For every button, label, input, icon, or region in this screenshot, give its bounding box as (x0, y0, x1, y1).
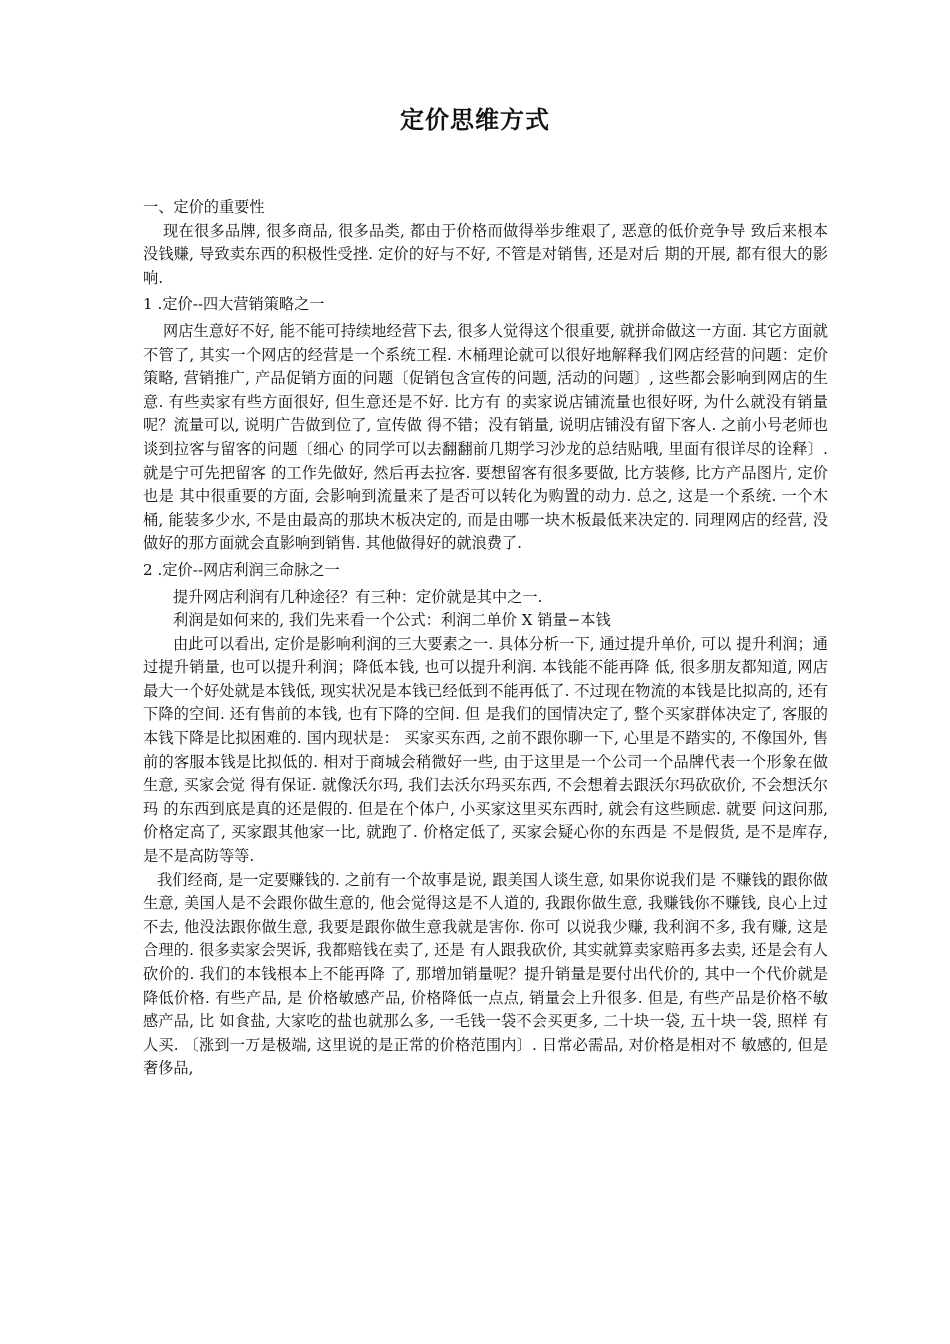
paragraph: 我们经商, 是一定要赚钱的. 之前有一个故事是说, 跟美国人谈生意, 如果你说我们是 不赚钱的跟你做生意, 美国人是不会跟你做生意的, 他会觉得这是不人道的, 我跟你做生意, 我赚钱你不赚钱, 良心上过不去, 他没法跟你做生意, 我要是跟你做生意我就是害你. 你可 以说我少赚, 我利润不多, 我有赚, 这是合理的. 很多卖家会哭诉, 我都赔钱在卖了, 还是 有人跟我砍价, 其实就算卖家赔再多去卖, 还是会有人砍价的. 我们的本钱根本上不能再降 了, 那增加销量呢？提升销量是要付出代价的, 其中一个代价就是降低价格. 有些产品, 是 价格敏感产品, 价格降低一点点, 销量会上升很多. 但是, 有些产品是价格不敏感产品, 比 如食盐, 大家吃的盐也就那么多, 一毛钱一袋不会买更多, 二十块一袋, 五十块一袋, 照样 有人买. 〔涨到一万是极端, 这里说的是正常的价格范围内〕. 日常必需品, 对价格是相对不 敏感的, 但是奢侈品, (143, 870, 828, 1078)
paragraph: 利润是如何来的, 我们先来看一个公式：利润二单价 X 销量−本钱 (173, 611, 611, 630)
section-heading: 一、定价的重要性 (143, 198, 265, 216)
paragraph: 现在很多品牌, 很多商品, 很多品类, 都由于价格而做得举步维艰了, 恶意的低价竞争导 致后来根本没钱赚, 导致卖东西的积极性受挫. 定价的好与不好, 不管是对销售, 还是对后 期的开展, 都有很大的影响. (143, 221, 828, 287)
paragraph: 提升网店利润有几种途径？有三种：定价就是其中之一. (173, 587, 543, 606)
section-heading: 2 .定价--网店利润三命脉之一 (143, 560, 340, 579)
document-body (143, 196, 828, 1081)
section-heading: 1 .定价--四大营销策略之一 (143, 295, 325, 314)
paragraph: 网店生意好不好, 能不能可持续地经营下去, 很多人觉得这个很重要, 就拼命做这一方面. 其它方面就不管了, 其实一个网店的经营是一个系统工程. 木桶理论就可以很好地解释我们网店经营的问题：定价策略, 营销推广, 产品促销方面的问题〔促销包含宣传的问题, 活动的问题〕, 这些都会影响到网店的生意. 有些卖家有些方面很好, 但生意还是不好. 比方有 的卖家说店铺流量也很好呀, 为什么就没有销量呢？流量可以, 说明广告做到位了, 宣传做 得不错；没有销量, 说明店铺没有留下客人. 之前小号老师也谈到拉客与留客的问题〔细心 的同学可以去翻翻前几期学习沙龙的总结贴哦, 里面有很详尽的诠释〕. 就是宁可先把留客 的工作先做好, 然后再去拉客. 要想留客有很多要做, 比方装修, 比方产品图片, 定价也是 其中很重要的方面, 会影响到流量来了是否可以转化为购置的动力. 总之, 这是一个系统. 一个木桶, 能装多少水, 不是由最高的那块木板决定的, 而是由哪一块木板最低来决定的. 同理网店的经营, 没做好的那方面就会直影响到销售. 其他做得好的就浪费了. (143, 321, 828, 553)
paragraph: 由此可以看出, 定价是影响利润的三大要素之一. 具体分析一下, 通过提升单价, 可以 提升利润；通过提升销量, 也可以提升利润；降低本钱, 也可以提升利润. 本钱能不能再降 低, 很多朋友都知道, 网店最大一个好处就是本钱低, 现实状况是本钱已经低到不能再低了. 不过现在物流的本钱是比拟高的, 还有下降的空间. 还有售前的本钱, 也有下降的空间. 但 是我们的国情决定了, 整个买家群体决定了, 客服的本钱下降是比拟困难的. 国内现状是： 买家买东西, 之前不跟你聊一下, 心里是不踏实的, 不像国外, 售前的客服本钱是比拟低的. 相对于商城会稍微好一些, 由于这里是一个公司一个品牌代表一个形象在做生意, 买家会觉 得有保证. 就像沃尔玛, 我们去沃尔玛买东西, 不会想着去跟沃尔玛砍砍价, 不会想沃尔玛 的东西到底是真的还是假的. 但是在个体户, 小买家这里买东西时, 就会有这些顾虑. 就要 问这问那, 价格定高了, 买家跟其他家一比, 就跑了. 价格定低了, 买家会疑心你的东西是 不是假货, 是不是库存, 是不是高防等等. (143, 634, 828, 866)
document-title: 定价思维方式 (400, 106, 550, 134)
